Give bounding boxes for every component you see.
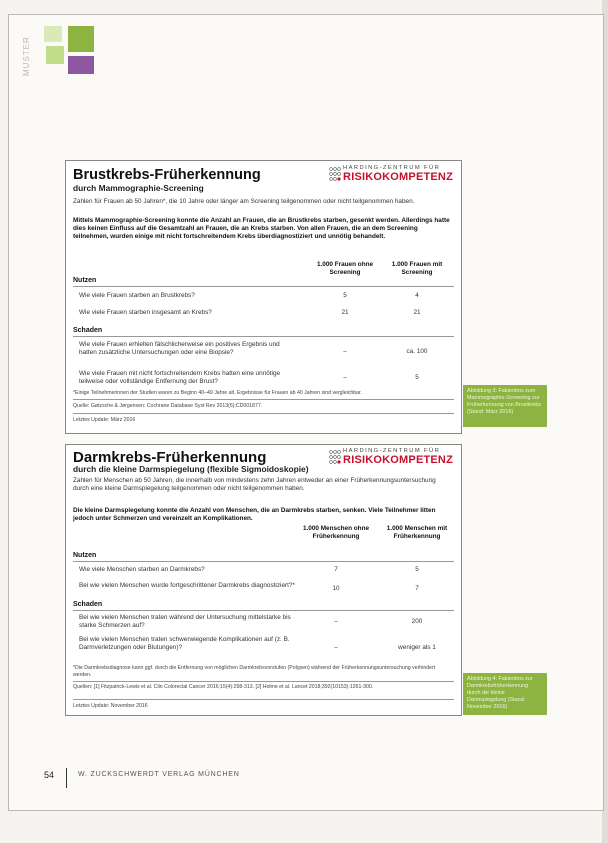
deco-square-purple (68, 56, 94, 74)
section-harm: Schaden (73, 327, 103, 334)
deco-square-green (68, 26, 94, 52)
row-value-with: 7 (415, 585, 419, 592)
column-header-without: 1.000 Frauen ohne Screening (316, 261, 374, 276)
table-row (73, 612, 454, 630)
logo-top-text: HARDING-ZENTRUM FÜR (343, 448, 441, 454)
factbox-colon-cancer (65, 444, 462, 716)
divider (73, 413, 454, 414)
row-value-without: – (334, 644, 338, 651)
row-question: Wie viele Menschen starben an Darmkrebs? (79, 566, 205, 573)
table-row (73, 339, 454, 364)
source-line: Quellen: [1] Fitzpatrick-Lewis et al. Clin Colorectal Cancer 2016;15(4):298-313. [2] Holme et al. Lancet 2018;392(10153):1261-300. (73, 684, 374, 690)
row-value-without: – (334, 618, 338, 625)
footnote: *Die Darmkrebsdiagnose kann ggf. durch die Entfernung von möglichen Darmkrebsvorstufen (Polypen) während der Früherkennungsuntersuchung verhindert werden. (73, 665, 436, 678)
column-header-without: 1.000 Menschen ohne Früherkennung (302, 525, 370, 540)
footer-divider (66, 768, 67, 788)
factbox-breast-cancer (65, 160, 462, 434)
divider (73, 399, 454, 400)
factbox-intro: Zahlen für Frauen ab 50 Jahren*, die 10 Jahre oder länger am Screening teilgenommen oder nicht teilgenommen haben. (73, 198, 415, 205)
last-update: Letztes Update: März 2016 (73, 417, 136, 423)
section-harm: Schaden (73, 601, 103, 608)
logo-dots-icon (329, 166, 341, 186)
row-value-without: – (343, 374, 347, 381)
table-row (73, 290, 454, 302)
factbox-intro: Zahlen für Menschen ab 50 Jahren, die innerhalb von mindestens zehn Jahren entweder an einer Früherkennungsuntersuchung durch eine kleine Darmspiegelung teilgenommen oder nicht teilgenommen haben. (73, 477, 436, 492)
table-row (73, 634, 454, 659)
logo-bottom-text: RISIKOKOMPETENZ (343, 171, 453, 183)
row-value-with: 4 (415, 292, 419, 299)
publisher-name: W. ZUCKSCHWERDT VERLAG MÜNCHEN (78, 771, 240, 778)
row-value-with: 5 (415, 566, 419, 573)
divider (73, 610, 454, 611)
row-value-without: – (343, 348, 347, 355)
source-line: Quelle: Gøtzsche & Jørgensen: Cochrane Database Syst Rev 2013(6):CD001877. (73, 403, 263, 409)
table-row (73, 580, 454, 598)
deco-square-lime (46, 46, 64, 64)
column-header-with: 1.000 Menschen mit Früherkennung (386, 525, 448, 540)
figure-caption-3: Abbildung 3: Faktenbox zum Mammographie-Screening zur Früherkennung von Brustkrebs (Stand: März 2016) (463, 385, 547, 427)
row-question: Bei wie vielen Menschen traten schwerwiegende Komplikationen auf (z. B. Darmverletzungen oder Blutungen)? (79, 636, 290, 651)
figure-caption-4: Abbildung 4: Faktenbox zur Darmkrebsfrüherkennung durch die kleine Darmspiegelung (Stand: November 2016) (463, 673, 547, 715)
row-value-without: 21 (341, 309, 349, 316)
row-value-without: 10 (332, 585, 340, 592)
row-question: Wie viele Frauen starben an Brustkrebs? (79, 292, 195, 299)
footnote: *Einige Teilnehmerinnen der Studien waren zu Beginn 40–49 Jahre alt. Ergebnisse für Frauen ab 40 Jahren sind vergleichbar. (73, 390, 362, 396)
harding-logo (329, 448, 453, 466)
row-value-without: 5 (343, 292, 347, 299)
table-row (73, 368, 454, 386)
row-value-with: 5 (415, 374, 419, 381)
divider (73, 681, 454, 682)
row-question: Bei wie vielen Menschen wurde fortgeschrittener Darmkrebs diagnostiziert?* (79, 582, 295, 589)
section-benefit: Nutzen (73, 277, 97, 284)
logo-bottom-text: RISIKOKOMPETENZ (343, 454, 453, 466)
row-value-with: weniger als 1 (398, 644, 436, 651)
harding-logo (329, 165, 453, 183)
divider (73, 699, 454, 700)
row-question: Bei wie vielen Menschen traten während der Untersuchung mittelstarke bis starke Schmerzen auf? (79, 614, 291, 629)
row-value-with: 21 (413, 309, 421, 316)
last-update: Letztes Update: November 2016 (73, 703, 148, 709)
divider (73, 336, 454, 337)
page-number: 54 (44, 770, 55, 780)
row-question: Wie viele Frauen starben insgesamt an Krebs? (79, 309, 212, 316)
factbox-subtitle: durch die kleine Darmspiegelung (flexible Sigmoidoskopie) (73, 464, 309, 474)
row-value-with: ca. 100 (406, 348, 428, 355)
table-row (73, 564, 454, 576)
side-tab-label: MUSTER (22, 36, 31, 76)
section-benefit: Nutzen (73, 552, 97, 559)
factbox-finding: Die kleine Darmspiegelung konnte die Anzahl von Menschen, die an Darmkrebs starben, senken. Viele Teilnehmer litten jedoch unter Schmerzen und vereinzelt an Komplikationen. (73, 507, 436, 522)
logo-dots-icon (329, 449, 341, 469)
divider (73, 286, 454, 287)
factbox-subtitle: durch Mammographie-Screening (73, 183, 204, 193)
factbox-title: Brustkrebs-Früherkennung (73, 167, 261, 183)
column-header-with: 1.000 Frauen mit Screening (391, 261, 443, 276)
row-value-without: 7 (334, 566, 338, 573)
row-question: Wie viele Frauen erhielten fälschlicherweise ein positives Ergebnis und hatten zusätzliche Untersuchungen oder eine Biopsie? (79, 341, 280, 356)
factbox-finding: Mittels Mammographie-Screening konnte die Anzahl an Frauen, die an Brustkrebs starben, gesenkt werden. Allerdings hatte dies keinen Einfluss auf die Gesamtzahl an Frauen, die an Krebs starben. Von allen Frauen, die an dem Screening teilnehmen, wurden einige mit nicht fortschreitendem Krebs überdiagnostiziert und unnötig behandelt. (73, 217, 450, 240)
divider (73, 561, 454, 562)
row-value-with: 200 (411, 618, 423, 625)
row-question: Wie viele Frauen mit nicht fortschreitendem Krebs hatten eine unnötige teilweise oder vollständige Entfernung der Brust? (79, 370, 281, 385)
logo-top-text: HARDING-ZENTRUM FÜR (343, 165, 441, 171)
table-row (73, 307, 454, 319)
factbox-title: Darmkrebs-Früherkennung (73, 449, 267, 466)
deco-square-light (44, 26, 62, 42)
